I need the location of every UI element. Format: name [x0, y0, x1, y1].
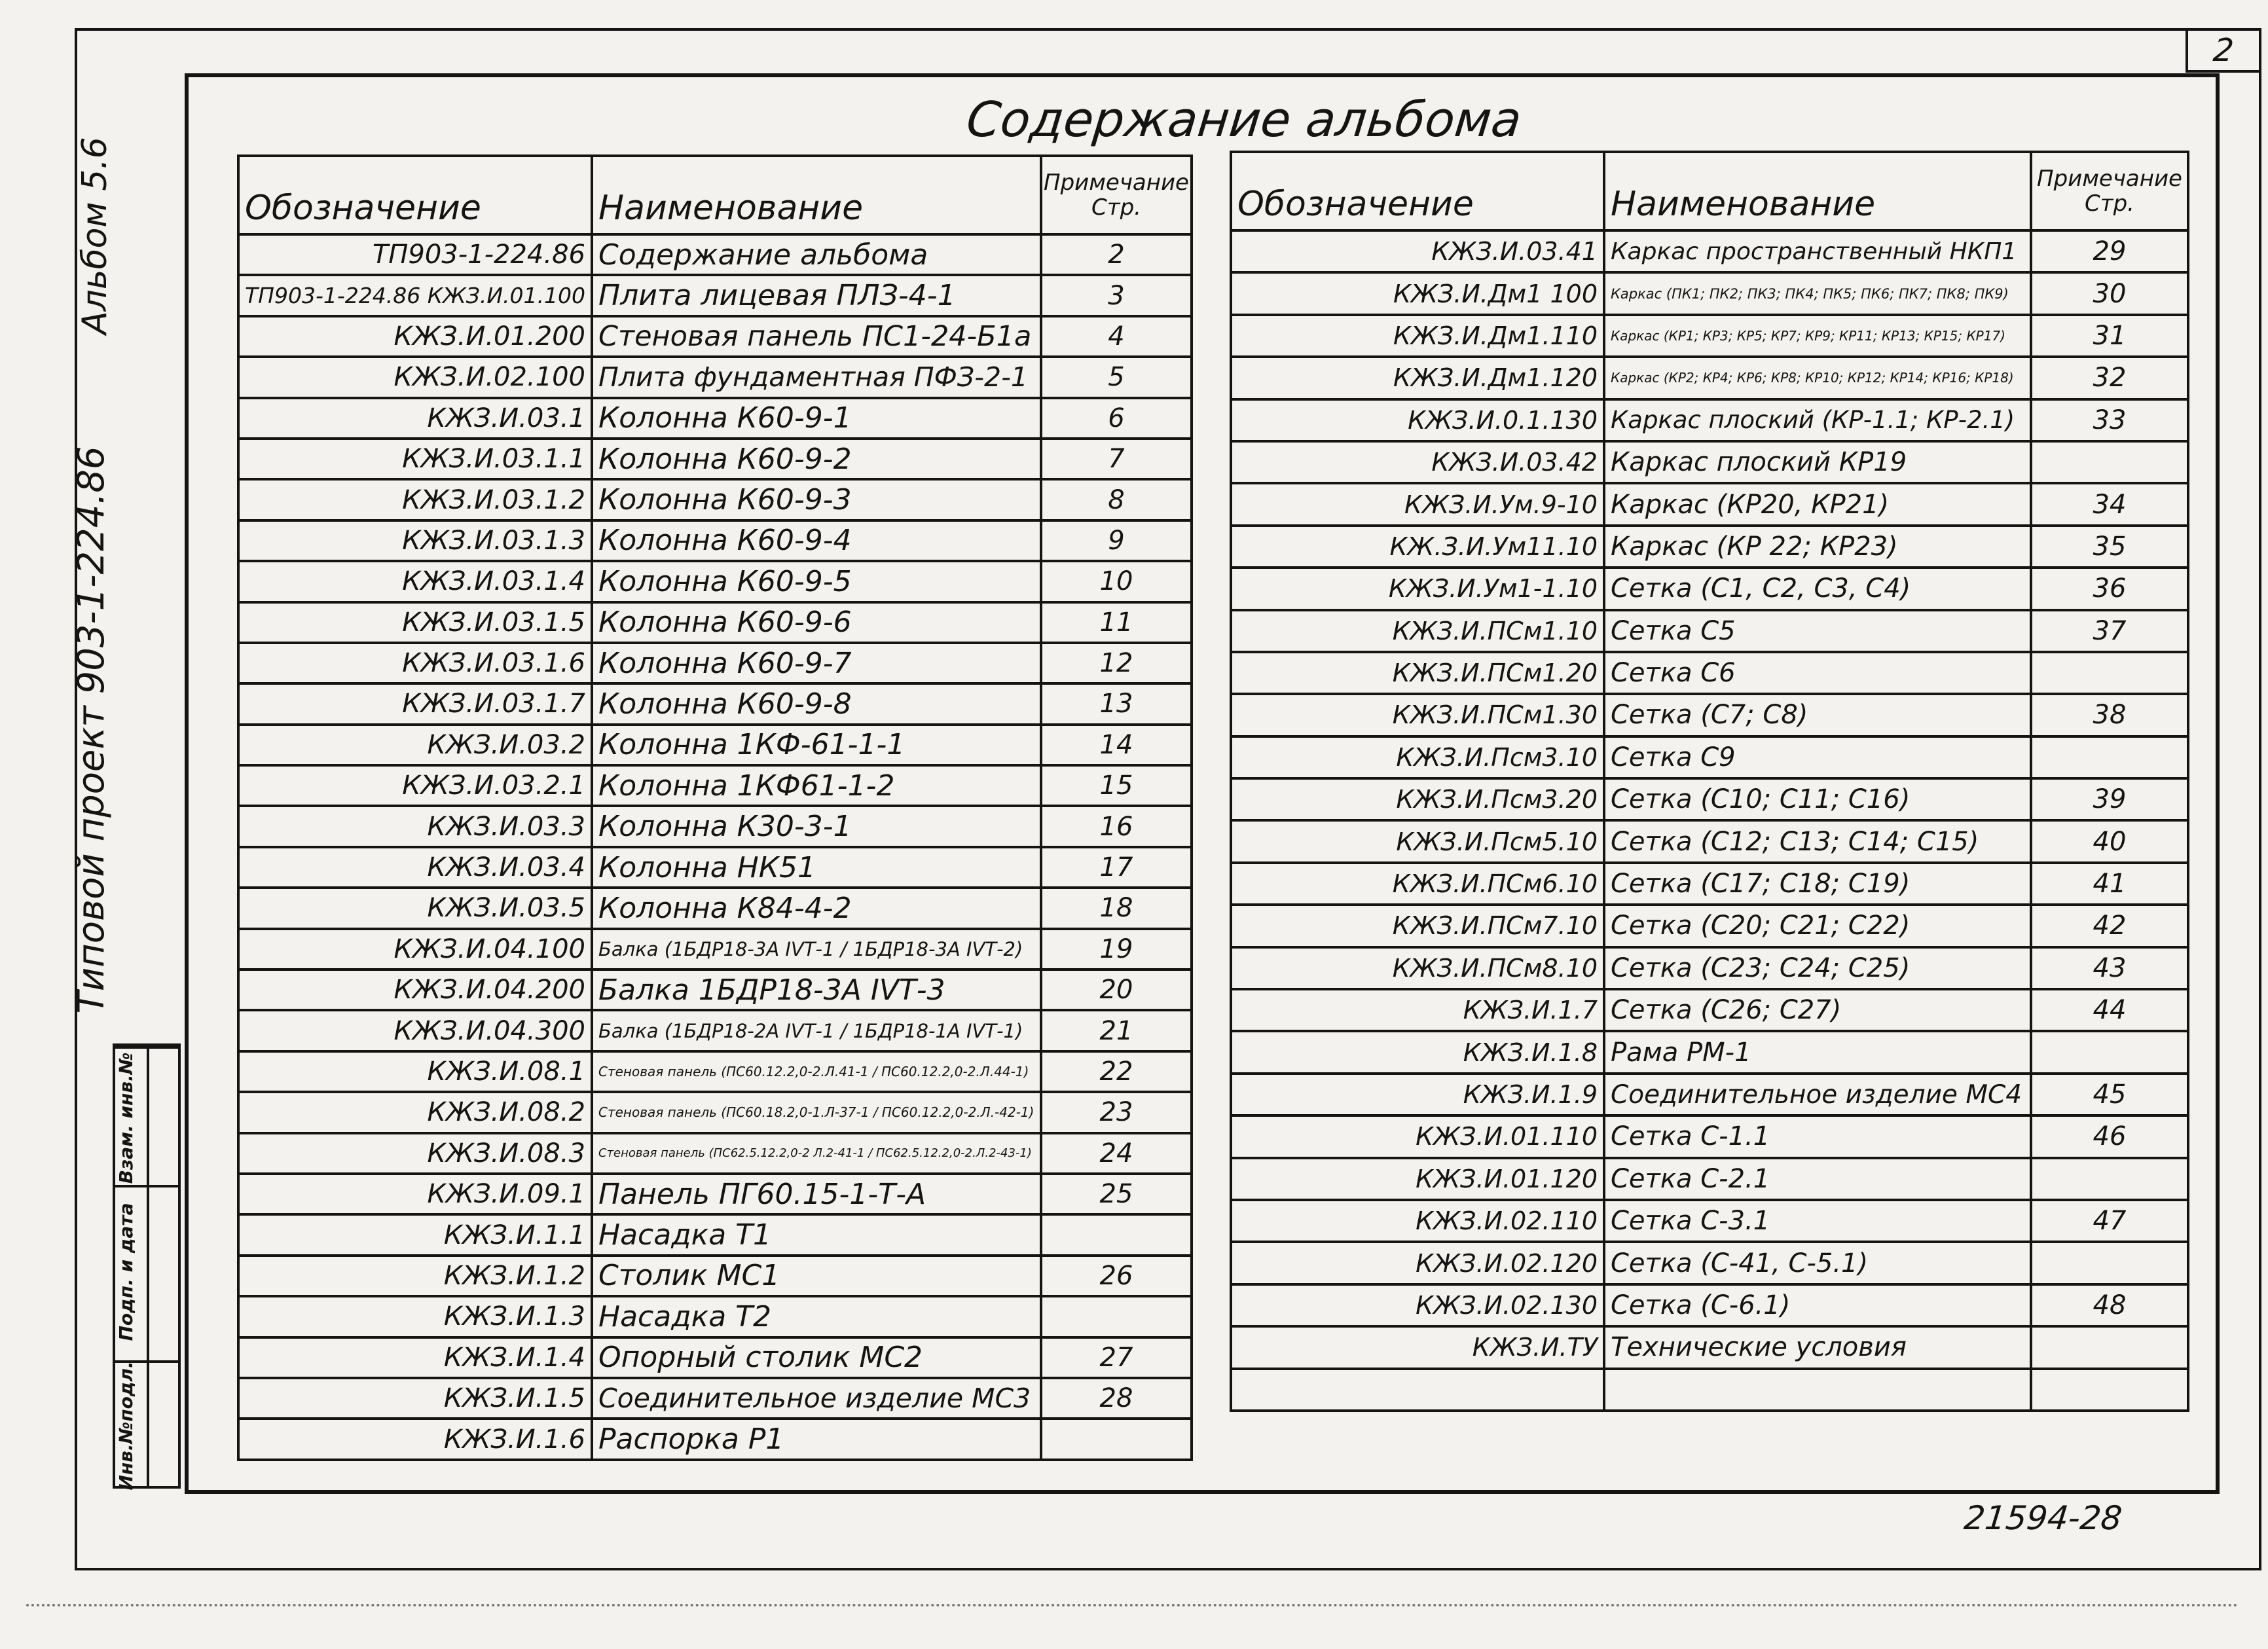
table-row	[1231, 568, 2188, 609]
page-cell: 9	[1041, 520, 1192, 561]
table-row	[238, 1174, 1192, 1214]
designation-cell: КЖЗ.И.1.7	[1231, 989, 1604, 1031]
table-row	[1231, 1031, 2188, 1073]
name-cell: Колонна К60-9-1	[592, 398, 1041, 439]
name-cell: Каркас (КР2; КР4; КР6; КР8; КР10; КР12; КР14; КР16; КР18)	[1604, 357, 2031, 399]
page-cell: 19	[1041, 929, 1192, 969]
designation-cell: КЖЗ.И.02.130	[1231, 1284, 1604, 1326]
designation-cell: КЖЗ.И.Дм1.120	[1231, 357, 1604, 399]
page-cell: 24	[1041, 1133, 1192, 1174]
page-cell	[2031, 441, 2188, 483]
designation-cell: КЖЗ.И.1.2	[238, 1256, 592, 1296]
page-cell: 39	[2031, 778, 2188, 820]
table-row	[238, 561, 1192, 602]
designation-cell: КЖЗ.И.Дм1 100	[1231, 272, 1604, 314]
table-row	[1231, 778, 2188, 820]
name-cell: Каркас плоский (КР-1.1; КР-2.1)	[1604, 399, 2031, 441]
name-cell: Колонна 1КФ61-1-2	[592, 765, 1041, 806]
designation-cell: КЖЗ.И.1.5	[238, 1378, 592, 1419]
page-cell: 29	[2031, 230, 2188, 272]
page-cell: 10	[1041, 561, 1192, 602]
header-name: Наименование	[592, 156, 1041, 234]
page-cell: 35	[2031, 526, 2188, 568]
name-cell: Колонна К60-9-4	[592, 520, 1041, 561]
table-row	[238, 847, 1192, 888]
designation-cell: КЖЗ.И.1.3	[238, 1296, 592, 1337]
scan-dotted-line	[26, 1604, 2239, 1606]
name-cell: Стеновая панель (ПС60.12.2,0-2.Л.41-1 / ПС60.12.2,0-2.Л.44-1)	[592, 1051, 1041, 1092]
designation-cell: КЖЗ.И.ПСм1.10	[1231, 610, 1604, 652]
table-row	[238, 1378, 1192, 1419]
table-row	[238, 1214, 1192, 1255]
table-row	[238, 683, 1192, 724]
table-row	[238, 1010, 1192, 1051]
table-row	[1231, 399, 2188, 441]
page-cell: 38	[2031, 694, 2188, 736]
table-row	[238, 439, 1192, 479]
page-cell: 13	[1041, 683, 1192, 724]
name-cell: Стеновая панель (ПС62.5.12.2,0-2 Л.2-41-1 / ПС62.5.12.2,0-2.Л.2-43-1)	[592, 1133, 1041, 1174]
page-cell: 34	[2031, 483, 2188, 525]
stamp-replace-label: Взам. инв.№	[115, 1052, 137, 1184]
name-cell: Сетка С-3.1	[1604, 1200, 2031, 1242]
name-cell: Сетка С-2.1	[1604, 1158, 2031, 1200]
page-cell: 14	[1041, 725, 1192, 765]
name-cell: Плита лицевая ПЛЗ-4-1	[592, 275, 1041, 316]
designation-cell: КЖЗ.И.04.200	[238, 969, 592, 1010]
name-cell: Насадка Т1	[592, 1214, 1041, 1255]
table-row	[1231, 694, 2188, 736]
table-row	[1231, 652, 2188, 694]
name-cell: Стеновая панель (ПС60.18.2,0-1.Л-37-1 / ПС60.12.2,0-2.Л.-42-1)	[592, 1092, 1041, 1133]
name-cell: Колонна К60-9-6	[592, 602, 1041, 643]
table-row	[1231, 947, 2188, 989]
page-cell: 36	[2031, 568, 2188, 609]
page-cell: 5	[1041, 357, 1192, 397]
page-cell: 22	[1041, 1051, 1192, 1092]
left-contents-table	[237, 154, 1193, 1461]
designation-cell: КЖЗ.И.ПСм1.30	[1231, 694, 1604, 736]
table-row	[1231, 1074, 2188, 1115]
table-row	[1231, 230, 2188, 272]
table-row	[238, 888, 1192, 928]
designation-cell: КЖЗ.И.09.1	[238, 1174, 592, 1214]
designation-cell: КЖЗ.И.01.200	[238, 316, 592, 357]
name-cell: Насадка Т2	[592, 1296, 1041, 1337]
page-cell: 25	[1041, 1174, 1192, 1214]
project-label: Типовой проект 903-1-224.86	[70, 446, 113, 1014]
name-cell: Балка (1БДР18-3А IVТ-1 / 1БДР18-3А IVТ-2)	[592, 929, 1041, 969]
designation-cell: КЖЗ.И.01.120	[1231, 1158, 1604, 1200]
table-row	[1231, 357, 2188, 399]
page-cell: 45	[2031, 1074, 2188, 1115]
table-row	[1231, 736, 2188, 778]
page-cell: 3	[1041, 275, 1192, 316]
designation-cell: КЖЗ.И.03.1.6	[238, 643, 592, 683]
name-cell: Панель ПГ60.15-1-Т-А	[592, 1174, 1041, 1214]
table-row	[238, 1092, 1192, 1133]
document-number: 21594-28	[1962, 1499, 2124, 1537]
name-cell: Колонна К84-4-2	[592, 888, 1041, 928]
designation-cell: КЖЗ.И.03.4	[238, 847, 592, 888]
stamp-inv-label: Инв.№подл.	[115, 1361, 137, 1491]
table-row	[238, 520, 1192, 561]
header-name: Наименование	[1604, 152, 2031, 230]
table-row	[238, 643, 1192, 683]
page-cell: 18	[1041, 888, 1192, 928]
table-row	[238, 1337, 1192, 1378]
table-row	[1231, 905, 2188, 947]
designation-cell: КЖЗ.И.01.110	[1231, 1115, 1604, 1157]
page-cell	[1041, 1296, 1192, 1337]
name-cell: Рама РМ-1	[1604, 1031, 2031, 1073]
page-cell: 27	[1041, 1337, 1192, 1378]
name-cell: Каркас плоский КР19	[1604, 441, 2031, 483]
page-cell: 26	[1041, 1256, 1192, 1296]
name-cell: Сетка (С12; С13; С14; С15)	[1604, 820, 2031, 862]
header-designation: Обозначение	[238, 156, 592, 234]
page-cell: 4	[1041, 316, 1192, 357]
name-cell: Колонна К60-9-2	[592, 439, 1041, 479]
designation-cell: КЖЗ.И.02.100	[238, 357, 592, 397]
name-cell	[1604, 1369, 2031, 1411]
table-row	[1231, 1284, 2188, 1326]
table-row	[238, 234, 1192, 275]
page-cell: 40	[2031, 820, 2188, 862]
name-cell: Колонна НК51	[592, 847, 1041, 888]
table-row	[238, 765, 1192, 806]
table-row	[238, 806, 1192, 846]
table-row	[238, 969, 1192, 1010]
name-cell: Сетка (С-41, С-5.1)	[1604, 1242, 2031, 1284]
name-cell: Сетка С5	[1604, 610, 2031, 652]
name-cell: Технические условия	[1604, 1326, 2031, 1368]
name-cell: Опорный столик МС2	[592, 1337, 1041, 1378]
page-cell: 11	[1041, 602, 1192, 643]
page-cell: 17	[1041, 847, 1192, 888]
table-row	[1231, 1326, 2188, 1368]
name-cell: Соединительное изделие МС3	[592, 1378, 1041, 1419]
stamp-sign-label: Подп. и дата	[115, 1203, 137, 1341]
page-cell	[2031, 1158, 2188, 1200]
designation-cell: КЖЗ.И.0.1.130	[1231, 399, 1604, 441]
designation-cell: ТП903-1-224.86 КЖЗ.И.01.100	[238, 275, 592, 316]
page-cell	[2031, 1369, 2188, 1411]
designation-cell: КЖЗ.И.1.1	[238, 1214, 592, 1255]
designation-cell: КЖЗ.И.08.2	[238, 1092, 592, 1133]
name-cell: Сетка (С26; С27)	[1604, 989, 2031, 1031]
table-row	[1231, 441, 2188, 483]
album-label: Альбом 5.6	[75, 137, 115, 335]
name-cell: Сетка С-1.1	[1604, 1115, 2031, 1157]
page-cell: 8	[1041, 479, 1192, 520]
designation-cell: КЖЗ.И.04.100	[238, 929, 592, 969]
designation-cell: КЖЗ.И.03.1.7	[238, 683, 592, 724]
name-cell: Колонна К30-3-1	[592, 806, 1041, 846]
table-row	[1231, 526, 2188, 568]
page-cell: 41	[2031, 863, 2188, 905]
name-cell: Каркас пространственный НКП1	[1604, 230, 2031, 272]
name-cell: Колонна 1КФ-61-1-1	[592, 725, 1041, 765]
name-cell: Сетка (С20; С21; С22)	[1604, 905, 2031, 947]
designation-cell: КЖЗ.И.03.1.5	[238, 602, 592, 643]
table-row	[1231, 863, 2188, 905]
name-cell: Сетка (С17; С18; С19)	[1604, 863, 2031, 905]
page-cell: 37	[2031, 610, 2188, 652]
name-cell: Сетка (С1, С2, С3, С4)	[1604, 568, 2031, 609]
name-cell: Сетка (С23; С24; С25)	[1604, 947, 2031, 989]
header-note: Примечание Стр.	[1041, 156, 1192, 234]
name-cell: Каркас (КР 22; КР23)	[1604, 526, 2031, 568]
side-stamp	[113, 1043, 181, 1489]
table-row	[238, 357, 1192, 397]
name-cell: Сетка С6	[1604, 652, 2031, 694]
designation-cell: КЖЗ.И.1.4	[238, 1337, 592, 1378]
designation-cell: КЖЗ.И.Ум1-1.10	[1231, 568, 1604, 609]
designation-cell: ТП903-1-224.86	[238, 234, 592, 275]
page-cell	[1041, 1419, 1192, 1459]
designation-cell: КЖЗ.И.ПСм7.10	[1231, 905, 1604, 947]
table-row	[1231, 1115, 2188, 1157]
designation-cell: КЖ.З.И.Ум11.10	[1231, 526, 1604, 568]
designation-cell: КЖЗ.И.03.1.1	[238, 439, 592, 479]
designation-cell	[1231, 1369, 1604, 1411]
page-cell: 28	[1041, 1378, 1192, 1419]
designation-cell: КЖЗ.И.02.120	[1231, 1242, 1604, 1284]
designation-cell: КЖЗ.И.04.300	[238, 1010, 592, 1051]
table-row	[238, 1133, 1192, 1174]
designation-cell: КЖЗ.И.Дм1.110	[1231, 315, 1604, 357]
designation-cell: КЖЗ.И.ПСм8.10	[1231, 947, 1604, 989]
name-cell: Соединительное изделие МС4	[1604, 1074, 2031, 1115]
table-row	[238, 1419, 1192, 1459]
right-contents-table	[1230, 151, 2189, 1412]
page-cell: 6	[1041, 398, 1192, 439]
name-cell: Колонна К60-9-5	[592, 561, 1041, 602]
designation-cell: КЖЗ.И.03.1	[238, 398, 592, 439]
name-cell: Распорка Р1	[592, 1419, 1041, 1459]
page-cell	[2031, 1242, 2188, 1284]
table-row	[1231, 272, 2188, 314]
designation-cell: КЖЗ.И.03.42	[1231, 441, 1604, 483]
page-cell: 33	[2031, 399, 2188, 441]
name-cell: Сетка (С10; С11; С16)	[1604, 778, 2031, 820]
page-cell: 47	[2031, 1200, 2188, 1242]
designation-cell: КЖЗ.И.03.1.2	[238, 479, 592, 520]
header-note: Примечание Стр.	[2031, 152, 2188, 230]
designation-cell: КЖЗ.И.Псм3.20	[1231, 778, 1604, 820]
page-cell: 42	[2031, 905, 2188, 947]
name-cell: Сетка (С7; С8)	[1604, 694, 2031, 736]
name-cell: Балка 1БДР18-3А IVТ-3	[592, 969, 1041, 1010]
page-cell: 30	[2031, 272, 2188, 314]
name-cell: Каркас (ПК1; ПК2; ПК3; ПК4; ПК5; ПК6; ПК7; ПК8; ПК9)	[1604, 272, 2031, 314]
name-cell: Колонна К60-9-3	[592, 479, 1041, 520]
table-row	[1231, 1369, 2188, 1411]
designation-cell: КЖЗ.И.1.9	[1231, 1074, 1604, 1115]
page-cell	[2031, 652, 2188, 694]
table-row	[238, 479, 1192, 520]
table-row	[1231, 1158, 2188, 1200]
table-row	[238, 1051, 1192, 1092]
page-cell: 44	[2031, 989, 2188, 1031]
table-row	[238, 275, 1192, 316]
table-row	[1231, 820, 2188, 862]
name-cell: Колонна К60-9-8	[592, 683, 1041, 724]
page-cell	[2031, 1326, 2188, 1368]
page-cell	[1041, 1214, 1192, 1255]
table-row	[238, 725, 1192, 765]
page-cell: 23	[1041, 1092, 1192, 1133]
name-cell: Балка (1БДР18-2А IVТ-1 / 1БДР18-1А IVТ-1)	[592, 1010, 1041, 1051]
page-cell: 16	[1041, 806, 1192, 846]
designation-cell: КЖЗ.И.02.110	[1231, 1200, 1604, 1242]
designation-cell: КЖЗ.И.03.1.4	[238, 561, 592, 602]
page-cell: 20	[1041, 969, 1192, 1010]
name-cell: Сетка (С-6.1)	[1604, 1284, 2031, 1326]
table-row	[1231, 315, 2188, 357]
table-row	[238, 398, 1192, 439]
page-cell: 32	[2031, 357, 2188, 399]
designation-cell: КЖЗ.И.03.3	[238, 806, 592, 846]
designation-cell: КЖЗ.И.ТУ	[1231, 1326, 1604, 1368]
page-cell: 48	[2031, 1284, 2188, 1326]
designation-cell: КЖЗ.И.Ум.9-10	[1231, 483, 1604, 525]
designation-cell: КЖЗ.И.08.3	[238, 1133, 592, 1174]
page-cell	[2031, 1031, 2188, 1073]
name-cell: Столик МС1	[592, 1256, 1041, 1296]
name-cell: Стеновая панель ПС1-24-Б1а	[592, 316, 1041, 357]
table-row	[1231, 1200, 2188, 1242]
table-row	[238, 602, 1192, 643]
designation-cell: КЖЗ.И.Псм5.10	[1231, 820, 1604, 862]
table-row	[238, 316, 1192, 357]
page-title: Содержание альбома	[964, 92, 1524, 148]
name-cell: Сетка С9	[1604, 736, 2031, 778]
name-cell: Колонна К60-9-7	[592, 643, 1041, 683]
table-row	[238, 929, 1192, 969]
designation-cell: КЖЗ.И.1.8	[1231, 1031, 1604, 1073]
page-cell: 31	[2031, 315, 2188, 357]
table-row	[238, 1296, 1192, 1337]
designation-cell: КЖЗ.И.03.41	[1231, 230, 1604, 272]
designation-cell: КЖЗ.И.1.6	[238, 1419, 592, 1459]
header-designation: Обозначение	[1231, 152, 1604, 230]
table-row	[1231, 483, 2188, 525]
page-cell: 46	[2031, 1115, 2188, 1157]
designation-cell: КЖЗ.И.03.5	[238, 888, 592, 928]
name-cell: Каркас (КР20, КР21)	[1604, 483, 2031, 525]
name-cell: Каркас (КР1; КР3; КР5; КР7; КР9; КР11; КР13; КР15; КР17)	[1604, 315, 2031, 357]
page-cell: 43	[2031, 947, 2188, 989]
name-cell: Содержание альбома	[592, 234, 1041, 275]
table-row	[1231, 989, 2188, 1031]
page-cell: 21	[1041, 1010, 1192, 1051]
designation-cell: КЖЗ.И.03.1.3	[238, 520, 592, 561]
name-cell: Плита фундаментная ПФЗ-2-1	[592, 357, 1041, 397]
page-cell: 15	[1041, 765, 1192, 806]
page-number: 2	[2211, 32, 2236, 69]
designation-cell: КЖЗ.И.03.2	[238, 725, 592, 765]
designation-cell: КЖЗ.И.03.2.1	[238, 765, 592, 806]
designation-cell: КЖЗ.И.ПСм1.20	[1231, 652, 1604, 694]
page-cell: 12	[1041, 643, 1192, 683]
table-row	[238, 1256, 1192, 1296]
designation-cell: КЖЗ.И.Псм3.10	[1231, 736, 1604, 778]
page-cell	[2031, 736, 2188, 778]
designation-cell: КЖЗ.И.ПСм6.10	[1231, 863, 1604, 905]
page-cell: 2	[1041, 234, 1192, 275]
table-row	[1231, 1242, 2188, 1284]
designation-cell: КЖЗ.И.08.1	[238, 1051, 592, 1092]
page-cell: 7	[1041, 439, 1192, 479]
table-row	[1231, 610, 2188, 652]
